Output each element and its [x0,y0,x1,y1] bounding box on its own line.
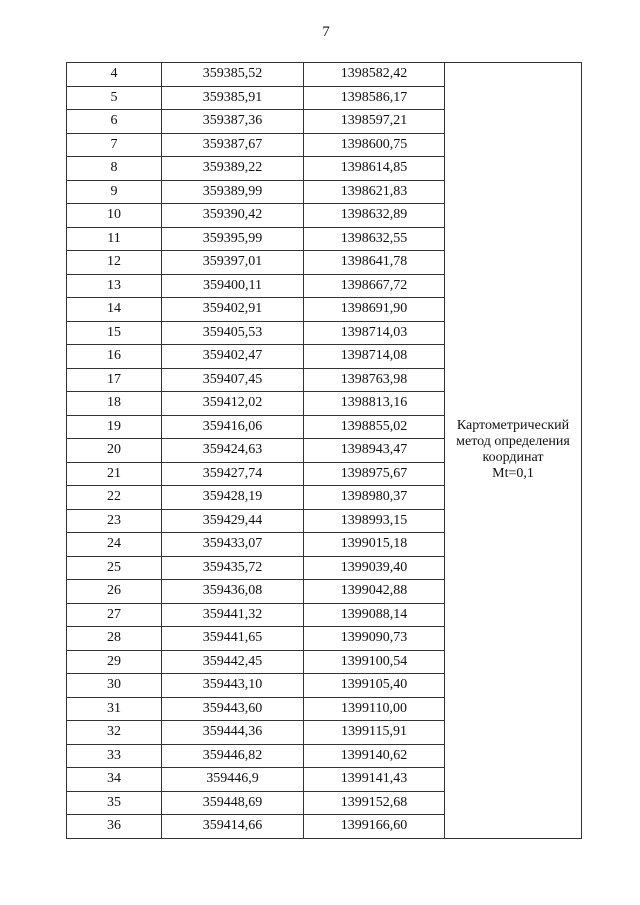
y-coordinate-cell: 1398582,42 [304,63,445,87]
y-coordinate-cell: 1398621,83 [304,180,445,204]
y-coordinate-cell: 1399088,14 [304,603,445,627]
point-number-cell: 17 [67,368,162,392]
x-coordinate-cell: 359436,08 [162,580,304,604]
point-number-cell: 25 [67,556,162,580]
y-coordinate-cell: 1399105,40 [304,674,445,698]
point-number-cell: 36 [67,815,162,839]
y-coordinate-cell: 1398763,98 [304,368,445,392]
point-number-cell: 27 [67,603,162,627]
point-number-cell: 31 [67,697,162,721]
x-coordinate-cell: 359444,36 [162,721,304,745]
y-coordinate-cell: 1399141,43 [304,768,445,792]
y-coordinate-cell: 1398667,72 [304,274,445,298]
y-coordinate-cell: 1399110,00 [304,697,445,721]
x-coordinate-cell: 359416,06 [162,415,304,439]
x-coordinate-cell: 359387,67 [162,133,304,157]
x-coordinate-cell: 359448,69 [162,791,304,815]
point-number-cell: 7 [67,133,162,157]
point-number-cell: 5 [67,86,162,110]
point-number-cell: 12 [67,251,162,275]
y-coordinate-cell: 1399166,60 [304,815,445,839]
x-coordinate-cell: 359385,52 [162,63,304,87]
method-description-cell [445,63,582,839]
y-coordinate-cell: 1399042,88 [304,580,445,604]
y-coordinate-cell: 1398641,78 [304,251,445,275]
y-coordinate-cell: 1398975,67 [304,462,445,486]
x-coordinate-cell: 359402,91 [162,298,304,322]
y-coordinate-cell: 1398980,37 [304,486,445,510]
y-coordinate-cell: 1399015,18 [304,533,445,557]
table-row [67,63,582,87]
x-coordinate-cell: 359427,74 [162,462,304,486]
x-coordinate-cell: 359400,11 [162,274,304,298]
y-coordinate-cell: 1398691,90 [304,298,445,322]
x-coordinate-cell: 359402,47 [162,345,304,369]
point-number-cell: 4 [67,63,162,87]
point-number-cell: 29 [67,650,162,674]
y-coordinate-cell: 1398993,15 [304,509,445,533]
x-coordinate-cell: 359443,60 [162,697,304,721]
x-coordinate-cell: 359429,44 [162,509,304,533]
x-coordinate-cell: 359424,63 [162,439,304,463]
point-number-cell: 34 [67,768,162,792]
coordinates-table-body [67,63,582,839]
x-coordinate-cell: 359446,82 [162,744,304,768]
point-number-cell: 22 [67,486,162,510]
point-number-cell: 13 [67,274,162,298]
x-coordinate-cell: 359446,9 [162,768,304,792]
point-number-cell: 10 [67,204,162,228]
y-coordinate-cell: 1398597,21 [304,110,445,134]
x-coordinate-cell: 359397,01 [162,251,304,275]
point-number-cell: 9 [67,180,162,204]
x-coordinate-cell: 359390,42 [162,204,304,228]
y-coordinate-cell: 1398614,85 [304,157,445,181]
point-number-cell: 16 [67,345,162,369]
y-coordinate-cell: 1399115,91 [304,721,445,745]
y-coordinate-cell: 1399039,40 [304,556,445,580]
y-coordinate-cell: 1398714,08 [304,345,445,369]
point-number-cell: 32 [67,721,162,745]
method-line: Mt=0,1 [492,466,534,482]
x-coordinate-cell: 359412,02 [162,392,304,416]
x-coordinate-cell: 359435,72 [162,556,304,580]
y-coordinate-cell: 1398714,03 [304,321,445,345]
y-coordinate-cell: 1399090,73 [304,627,445,651]
x-coordinate-cell: 359389,99 [162,180,304,204]
page-number: 7 [322,24,330,40]
y-coordinate-cell: 1398600,75 [304,133,445,157]
method-line: координат [482,450,544,466]
point-number-cell: 35 [67,791,162,815]
x-coordinate-cell: 359407,45 [162,368,304,392]
point-number-cell: 21 [67,462,162,486]
y-coordinate-cell: 1398632,55 [304,227,445,251]
point-number-cell: 20 [67,439,162,463]
point-number-cell: 26 [67,580,162,604]
point-number-cell: 14 [67,298,162,322]
y-coordinate-cell: 1398943,47 [304,439,445,463]
x-coordinate-cell: 359442,45 [162,650,304,674]
point-number-cell: 8 [67,157,162,181]
method-line: метод определения [456,434,570,450]
x-coordinate-cell: 359405,53 [162,321,304,345]
point-number-cell: 15 [67,321,162,345]
x-coordinate-cell: 359428,19 [162,486,304,510]
point-number-cell: 11 [67,227,162,251]
point-number-cell: 30 [67,674,162,698]
point-number-cell: 23 [67,509,162,533]
x-coordinate-cell: 359385,91 [162,86,304,110]
y-coordinate-cell: 1398586,17 [304,86,445,110]
x-coordinate-cell: 359389,22 [162,157,304,181]
y-coordinate-cell: 1398813,16 [304,392,445,416]
x-coordinate-cell: 359395,99 [162,227,304,251]
point-number-cell: 24 [67,533,162,557]
x-coordinate-cell: 359433,07 [162,533,304,557]
point-number-cell: 6 [67,110,162,134]
y-coordinate-cell: 1399152,68 [304,791,445,815]
y-coordinate-cell: 1398855,02 [304,415,445,439]
method-line: Картометрический [456,418,570,434]
y-coordinate-cell: 1399140,62 [304,744,445,768]
y-coordinate-cell: 1398632,89 [304,204,445,228]
x-coordinate-cell: 359441,32 [162,603,304,627]
x-coordinate-cell: 359387,36 [162,110,304,134]
x-coordinate-cell: 359441,65 [162,627,304,651]
point-number-cell: 28 [67,627,162,651]
coordinates-table [66,62,582,839]
x-coordinate-cell: 359414,66 [162,815,304,839]
point-number-cell: 18 [67,392,162,416]
point-number-cell: 19 [67,415,162,439]
point-number-cell: 33 [67,744,162,768]
y-coordinate-cell: 1399100,54 [304,650,445,674]
x-coordinate-cell: 359443,10 [162,674,304,698]
